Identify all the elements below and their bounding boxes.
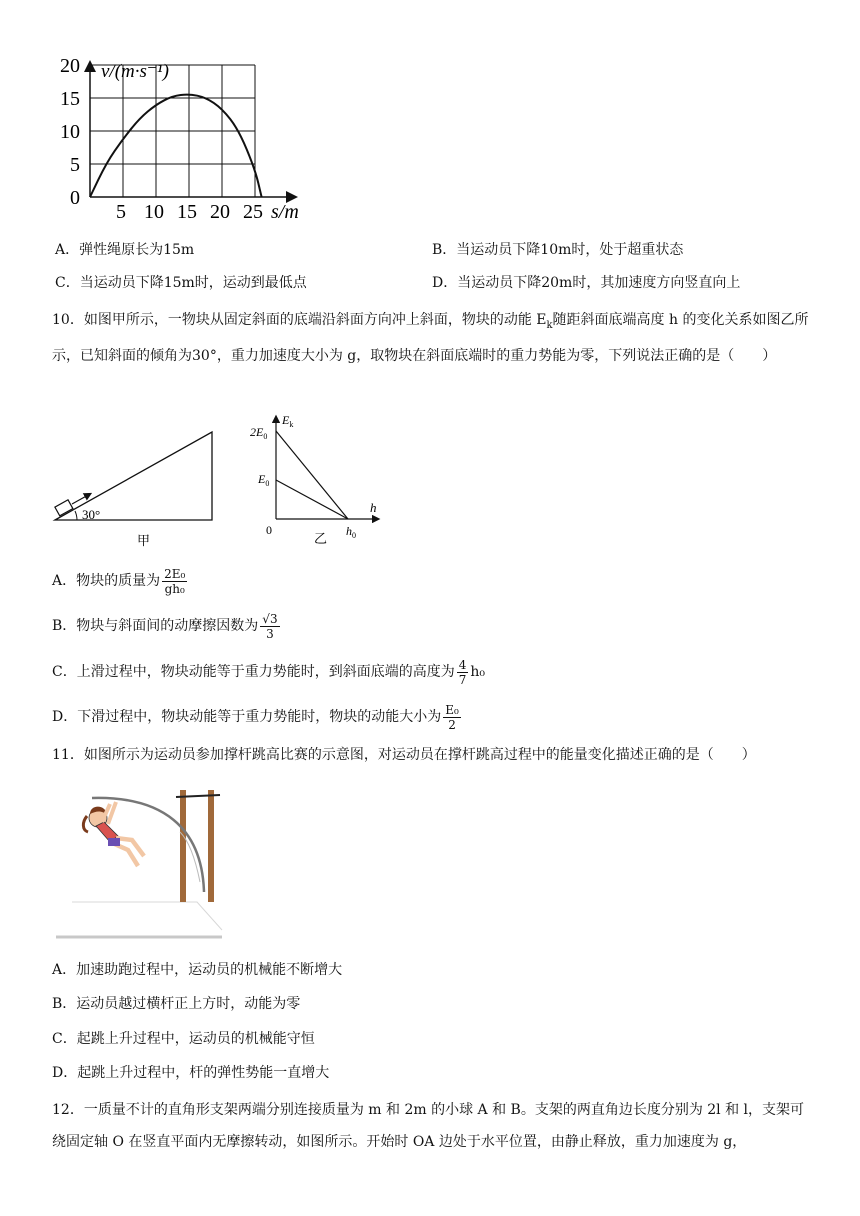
q10-option-a[interactable]: A．物块的质量为 $\frac{\text{2E₀}}{\text{gh₀}}$	[52, 566, 186, 596]
velocity-curve	[90, 95, 262, 197]
q10-option-c[interactable]: C．上滑过程中，物块动能等于重力势能时，到斜面底端的高度为 $\frac{4}{7}$ h₀	[52, 657, 485, 687]
figure-b-label: 乙	[314, 531, 328, 546]
q9-option-d[interactable]: D．当运动员下降20m时，其加速度方向竖直向上	[432, 275, 741, 291]
x-tick-label: 15	[177, 201, 197, 223]
chart-grid	[90, 65, 255, 197]
svg-text:2E0: $2E_0$	[250, 425, 268, 441]
pole-vault-illustration	[52, 782, 232, 944]
block-icon	[55, 500, 73, 516]
q12-stem: 12．一质量不计的直角形支架两端分别连接质量为 m 和 2m 的小球 A 和 B。支架的两直角边长度分别为 2l 和 l，支架可绕固定轴 O 在竖直平面内无摩擦转动，如图所示。开始时 OA 边处于水平位置，由静止释放，重力加速度为 g，	[52, 1102, 805, 1150]
q10-option-d[interactable]: D．下滑过程中，物块动能等于重力势能时，物块的动能大小为 $\frac{\text{E₀}}{2}$	[52, 702, 459, 732]
q11-stem: 11．如图所示为运动员参加撑杆跳高比赛的示意图，对运动员在撑杆跳高过程中的能量变化描述正确的是（ ）	[52, 747, 756, 763]
q9-option-a[interactable]: A．弹性绳原长为15m	[55, 242, 195, 258]
svg-text:E0: $E_0$	[258, 472, 270, 488]
athlete-icon	[83, 802, 144, 866]
x-tick-label: 25	[243, 201, 263, 223]
down-line	[276, 480, 348, 519]
right-upright-pole	[208, 790, 214, 902]
y-axis-label: v/(m·s⁻¹)	[101, 61, 169, 82]
svg-text:h: h	[370, 500, 377, 515]
svg-text:0: 0	[266, 523, 272, 537]
velocity-displacement-chart	[55, 55, 315, 225]
figure-a-label: 甲	[137, 533, 151, 548]
q9-option-c[interactable]: C．当运动员下降15m时，运动到最低点	[55, 275, 307, 291]
y-tick-label: 15	[60, 88, 80, 110]
svg-text:Ek: $E_k$	[282, 413, 294, 429]
x-tick-label: 5	[116, 201, 126, 223]
q11-option-a[interactable]: A．加速助跑过程中，运动员的机械能不断增大	[52, 962, 343, 978]
svg-text:h0: $h_0$	[346, 524, 356, 540]
figure-incline	[50, 425, 225, 550]
y-tick-label: 20	[60, 55, 80, 77]
q10-option-b[interactable]: B．物块与斜面间的动摩擦因数为 $\frac{√3}{3}$	[52, 611, 278, 641]
x-axis-label: s/m	[271, 201, 299, 223]
y-tick-label: 0	[70, 187, 80, 209]
q11-option-c[interactable]: C．起跳上升过程中，运动员的机械能守恒	[52, 1031, 315, 1047]
figure-ek-h-graph	[248, 412, 388, 547]
up-line	[276, 431, 348, 519]
y-tick-label: 5	[70, 154, 80, 176]
left-upright-pole	[180, 790, 186, 902]
y-tick-label: 10	[60, 121, 80, 143]
q10-stem: 10．如图甲所示，一物块从固定斜面的底端沿斜面方向冲上斜面，物块的动能 $E_k$随距斜面底端高度 h 的变化关系如图乙所示，已知斜面的倾角为30°，重力加速度大小为 g，取物块在斜面底端时的重力势能为零，下列说法正确的是（ ）	[52, 312, 809, 364]
q9-option-b[interactable]: B．当运动员下降10m时，处于超重状态	[432, 242, 684, 258]
svg-text:30°: 30°	[82, 507, 101, 522]
q11-option-b[interactable]: B．运动员越过横杆正上方时，动能为零	[52, 996, 301, 1012]
x-tick-label: 10	[144, 201, 164, 223]
q11-option-d[interactable]: D．起跳上升过程中，杆的弹性势能一直增大	[52, 1065, 330, 1081]
x-tick-label: 20	[210, 201, 230, 223]
